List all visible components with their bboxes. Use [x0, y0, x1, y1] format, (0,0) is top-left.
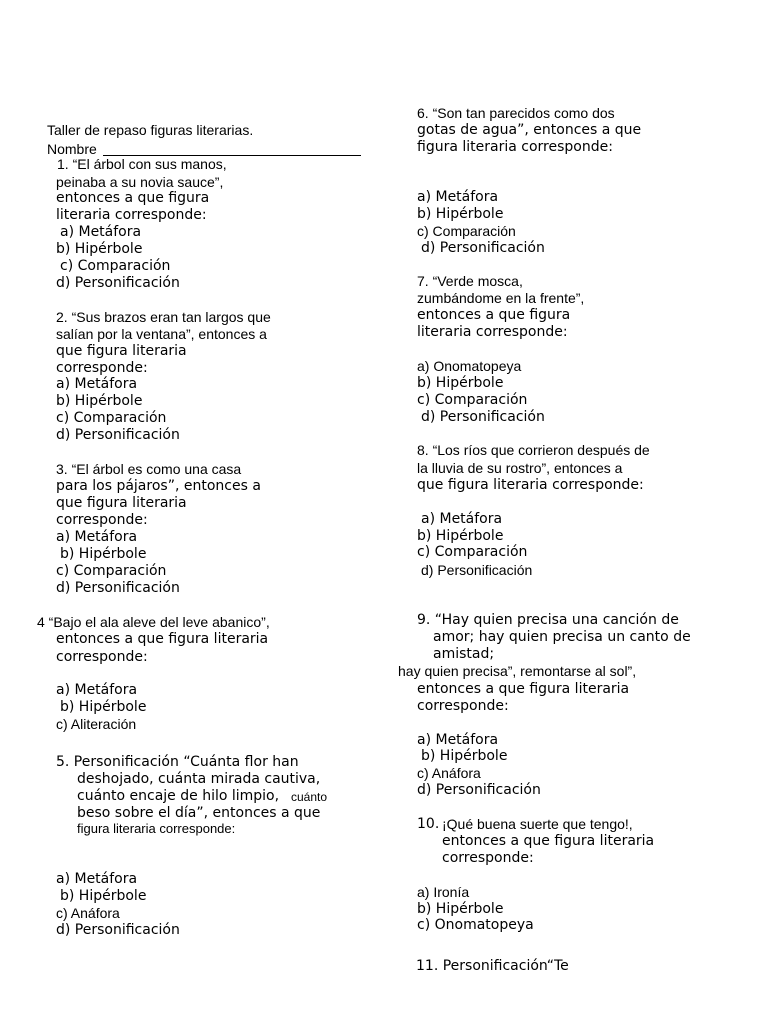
q2-option-c: c) Comparación: [56, 410, 167, 426]
q2-line-4: corresponde:: [56, 360, 148, 376]
q7-option-b: b) Hipérbole: [417, 375, 504, 391]
q2-option-d: d) Personificación: [56, 427, 180, 443]
q6-line-1: 6. “Son tan parecidos como dos: [417, 105, 615, 121]
q4-line-1: 4 “Bajo el ala aleve del leve abanico”,: [37, 614, 270, 630]
q5-option-b: b) Hipérbole: [60, 888, 147, 904]
q3-line-3: que figura literaria: [56, 495, 187, 511]
q5-option-a: a) Metáfora: [56, 871, 138, 887]
q1-line-4: literaria corresponde:: [56, 207, 207, 223]
q5-line-1: 5. Personificación “Cuánta flor han: [56, 754, 299, 770]
q8-line-3: que figura literaria corresponde:: [417, 477, 644, 493]
q7-line-3: entonces a que figura: [417, 307, 571, 323]
q2-option-a: a) Metáfora: [56, 376, 138, 392]
q3-option-a: a) Metáfora: [56, 529, 138, 545]
q10-option-a: a) Ironía: [417, 884, 470, 900]
q3-option-b: b) Hipérbole: [60, 546, 147, 562]
q2-line-1: 2. “Sus brazos eran tan largos que: [56, 309, 271, 325]
q5-option-c: c) Anáfora: [56, 905, 120, 921]
name-label: Nombre: [47, 141, 97, 157]
q4-option-b: b) Hipérbole: [60, 699, 147, 715]
q9-option-c: c) Anáfora: [417, 765, 481, 781]
q9-option-b: b) Hipérbole: [421, 748, 508, 764]
q9-line-3: amistad;: [433, 646, 495, 662]
q11-line-1: 11. Personificación“Te: [416, 958, 569, 974]
q4-option-c: c) Aliteración: [56, 716, 137, 732]
q10-line-2: entonces a que figura literaria: [442, 833, 655, 849]
q4-option-a: a) Metáfora: [56, 682, 138, 698]
q7-line-4: literaria corresponde:: [417, 324, 568, 340]
q9-line-1: 9. “Hay quien precisa una canción de: [417, 612, 679, 628]
q1-line-1: 1. “El árbol con sus manos,: [57, 156, 227, 172]
q8-option-c: c) Comparación: [417, 544, 528, 560]
q9-line-2: amor; hay quien precisa un canto de: [433, 629, 691, 645]
q7-line-1: 7. “Verde mosca,: [417, 273, 523, 289]
q5-line-3b: cuánto: [291, 790, 328, 804]
q5-line-5: figura literaria corresponde:: [77, 821, 236, 836]
q8-option-b: b) Hipérbole: [417, 528, 504, 544]
q3-line-2: para los pájaros”, entonces a: [56, 478, 261, 494]
q1-option-d: d) Personificación: [56, 275, 180, 291]
q9-option-d: d) Personificación: [417, 782, 541, 798]
q9-option-a: a) Metáfora: [417, 732, 499, 748]
q6-option-c: c) Comparación: [417, 223, 516, 239]
q8-option-a: a) Metáfora: [421, 511, 503, 527]
q8-line-2: la lluvia de su rostro”, entonces a: [417, 460, 623, 476]
q5-line-4: beso sobre el día”, entonces a que: [77, 805, 321, 821]
q2-line-3: que figura literaria: [56, 343, 187, 359]
q1-line-2: peinaba a su novia sauce”,: [56, 174, 224, 190]
q1-line-3: entonces a que figura: [56, 190, 210, 206]
q8-option-d: d) Personificación: [421, 562, 533, 578]
q8-line-1: 8. “Los ríos que corrieron después de: [417, 442, 650, 458]
q6-line-2: gotas de agua”, entonces a que: [417, 122, 642, 138]
q4-line-3: corresponde:: [56, 649, 148, 665]
q9-line-4: hay quien precisa”, remontarse al sol”,: [398, 663, 637, 679]
q5-option-d: d) Personificación: [56, 922, 180, 938]
q6-line-3: figura literaria corresponde:: [417, 139, 613, 155]
q10-number: 10.: [417, 816, 440, 832]
q7-option-c: c) Comparación: [417, 392, 528, 408]
q3-line-1: 3. “El árbol es como una casa: [56, 461, 242, 477]
q3-option-d: d) Personificación: [56, 580, 180, 596]
q1-option-b: b) Hipérbole: [56, 241, 143, 257]
q2-line-2: salían por la ventana”, entonces a: [56, 326, 267, 342]
q2-option-b: b) Hipérbole: [56, 393, 143, 409]
q6-option-d: d) Personificación: [421, 240, 545, 256]
q10-option-b: b) Hipérbole: [417, 901, 504, 917]
q10-option-c: c) Onomatopeya: [417, 917, 534, 933]
q3-line-4: corresponde:: [56, 512, 148, 528]
q6-option-b: b) Hipérbole: [417, 206, 504, 222]
q7-option-d: d) Personificación: [421, 409, 545, 425]
worksheet-title: Taller de repaso figuras literarias.: [47, 122, 254, 138]
q3-option-c: c) Comparación: [56, 563, 167, 579]
q4-line-2: entonces a que figura literaria: [56, 631, 269, 647]
q1-option-c: c) Comparación: [60, 258, 171, 274]
q5-line-3a: cuánto encaje de hilo limpio,: [77, 788, 280, 804]
q10-line-1: ¡Qué buena suerte que tengo!,: [442, 816, 633, 832]
q6-option-a: a) Metáfora: [417, 189, 499, 205]
q10-line-3: corresponde:: [442, 850, 534, 866]
q7-option-a: a) Onomatopeya: [417, 358, 522, 374]
q7-line-2: zumbándome en la frente”,: [417, 290, 585, 306]
q9-line-6: corresponde:: [417, 698, 509, 714]
q5-line-2: deshojado, cuánta mirada cautiva,: [77, 771, 321, 787]
q9-line-5: entonces a que figura literaria: [417, 681, 630, 697]
q1-option-a: a) Metáfora: [60, 224, 142, 240]
